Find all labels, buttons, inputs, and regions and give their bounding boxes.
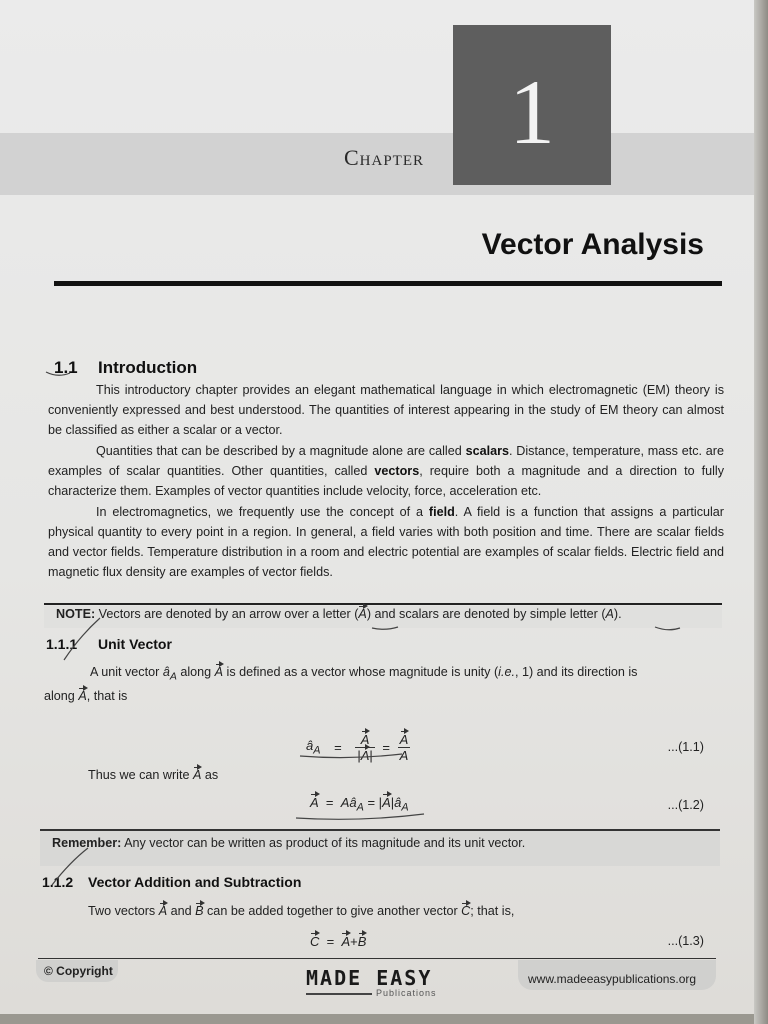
pen-underline-section — [46, 372, 70, 375]
section-number: 1.1 — [54, 358, 78, 377]
thus-line: Thus we can write A as — [88, 768, 219, 782]
chapter-number: 1 — [509, 61, 555, 163]
publisher-logo: MADE EASY — [306, 966, 433, 990]
equation-1-3: C = A+B — [310, 934, 367, 949]
equation-1-1-number: ...(1.1) — [667, 740, 704, 754]
note-text: NOTE: Vectors are denoted by an arrow over a letter (A) and scalars are denoted by simple letter (A). — [56, 607, 622, 621]
chapter-title: Vector Analysis — [481, 228, 704, 261]
remember-text: Remember: Any vector can be written as product of its magnitude and its unit vector. — [52, 836, 526, 850]
copyright-text: © Copyright — [44, 964, 113, 978]
pen-underline-eq2 — [296, 814, 424, 819]
section-title: Introduction — [98, 358, 198, 377]
chapter-label: Chapter — [344, 145, 425, 170]
subsection-title-2: Vector Addition and Subtraction — [88, 874, 302, 890]
pen-stroke-111 — [64, 618, 100, 660]
pen-underline-eq1 — [300, 754, 402, 758]
pen-stroke-112 — [52, 848, 88, 885]
intro-paragraph-2: Quantities that can be described by a magnitude alone are called scalars. Distance, temperature, mass etc. are examples of scalar quantities. Other quantities, called vectors, require both a magnitude and a direction to fully characterize them. Examples of vector quantities include velocity, force, acceleration etc. — [48, 444, 725, 498]
page-edge-shadow — [754, 0, 768, 1024]
publisher-url: www.madeeasypublications.org — [528, 972, 697, 986]
equation-1-3-number: ...(1.3) — [667, 934, 704, 948]
pen-underline-scalar — [655, 627, 680, 630]
unit-vector-definition-cont: along A, that is — [44, 689, 128, 703]
intro-paragraph-1: This introductory chapter provides an elegant mathematical language in which electromagnetic (EM) theory is conveniently expressed and best understood. The quantities of interest appearing in the study of EM theory can almost be classified as either a scalar or a vector. — [48, 383, 724, 437]
subsection-number-1: 1.1.1 — [46, 636, 78, 652]
addition-text: Two vectors A and B can be added together to give another vector C; that is, — [88, 904, 515, 918]
subsection-title-1: Unit Vector — [98, 636, 172, 652]
pen-underline-vec — [372, 627, 398, 629]
unit-vector-definition: A unit vector $â_A$ along A is defined as a vector whose magnitude is unity (i.e., 1) and its direction is — [90, 665, 638, 683]
equation-1-1: $â_A = \frac{A}{|A|} = \frac{A}{A}$ — [306, 732, 409, 763]
publisher-logo-subtitle: Publications — [376, 988, 437, 998]
subsection-number-2: 1.1.2 — [42, 874, 74, 890]
equation-1-2-number: ...(1.2) — [667, 798, 704, 812]
equation-1-2: $A = Aâ_A$ = $|A|â_A$ — [310, 795, 409, 814]
intro-paragraph-3: In electromagnetics, we frequently use the concept of a field. A field is a function that assigns a particular physical quantity to every point in a region. In general, a field varies with both position and time. There are scalar fields and vector fields. Temperature distribution in a room and electric potential are examples of scalar fields. Electric field and magnetic flux density are examples of vector fields. — [48, 505, 724, 579]
